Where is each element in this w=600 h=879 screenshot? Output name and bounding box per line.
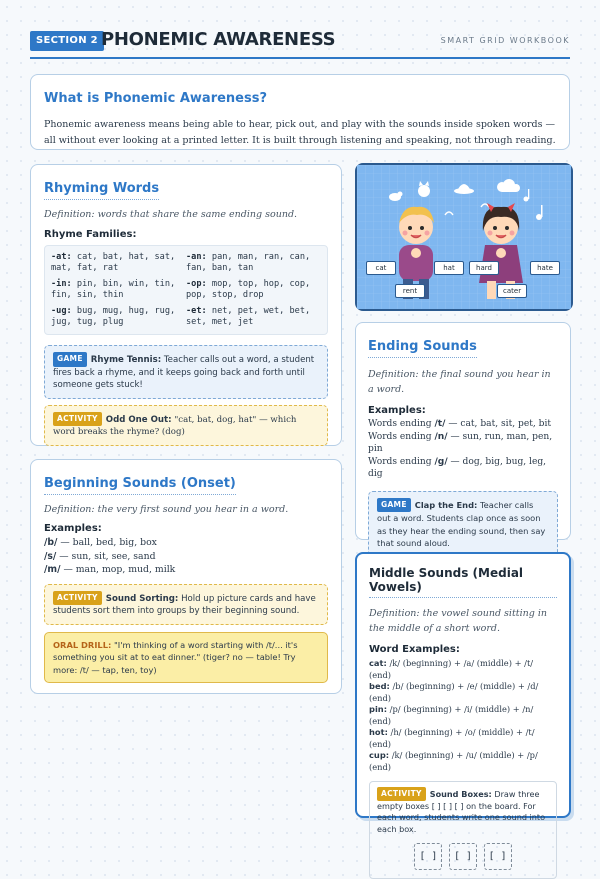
- sound-box: [ ]: [484, 843, 512, 870]
- ending-title: Ending Sounds: [368, 339, 477, 358]
- example-line: bed: /b/ (beginning) + /e/ (middle) + /d/ (end): [369, 681, 539, 703]
- game-tag: GAME: [377, 498, 411, 513]
- word-card: cater: [497, 284, 527, 298]
- rhyme-family: -an: pan, man, ran, can, fan, ban, tan: [186, 252, 311, 273]
- rhyme-family: -et: net, pet, wet, bet, set, met, jet: [186, 306, 311, 327]
- example-line: cat: /k/ (beginning) + /a/ (middle) + /t/ (end): [369, 658, 534, 680]
- section-badge: SECTION 2: [30, 31, 104, 51]
- intro-card: [30, 74, 570, 150]
- example-line: Words ending /g/ — dog, big, bug, leg, dig: [368, 456, 547, 479]
- beginning-title: Beginning Sounds (Onset): [44, 476, 236, 495]
- ending-sounds-card: [355, 322, 571, 548]
- middle-examples: [369, 658, 557, 773]
- middle-definition: Definition: the vowel sound sitting in the middle of a short word.: [369, 608, 548, 634]
- rhyming-card: [30, 164, 342, 446]
- sound-sorting-activity: ACTIVITY Sound Sorting: Hold up picture cards and have students sort them into groups by their beginning sound.: [44, 584, 328, 625]
- beginning-examples-label: Examples:: [44, 523, 102, 534]
- oral-drill-box: ORAL DRILL: "I'm thinking of a word starting with /t/... it's something you sit at to eat dinner." (tiger? no — table! Try more: /t/ — tap, ten, toy): [44, 632, 328, 684]
- activity-tag: ACTIVITY: [377, 787, 426, 801]
- page-header: [30, 29, 570, 59]
- clap-the-end-game: GAME Clap the End: Teacher calls out a word. Students clap once as soon as they hear the ending sound, then say that sound aloud.: [368, 491, 558, 557]
- intro-title: What is Phonemic Awareness?: [44, 91, 268, 106]
- sound-boxes-activity: ACTIVITY Sound Boxes: Draw three empty boxes [ ] [ ] [ ] on the board. For each word, students write one sound into each box. [ ] [ ] [ ]: [369, 781, 557, 879]
- beginning-sounds-card: [30, 459, 342, 694]
- ending-definition: Definition: the final sound you hear in a word.: [368, 369, 551, 395]
- odd-one-out-activity: ACTIVITY Odd One Out: "cat, bat, dog, hat" — which word breaks the rhyme? (dog): [44, 405, 328, 446]
- rhyme-family: -op: mop, top, hop, cop, pop, stop, drop: [186, 279, 311, 300]
- children-picture: [357, 165, 571, 309]
- example-line: hot: /h/ (beginning) + /o/ (middle) + /t/ (end): [369, 727, 535, 749]
- example-line: cup: /k/ (beginning) + /u/ (middle) + /p/ (end): [369, 750, 538, 772]
- ending-examples: [368, 418, 558, 481]
- game-tag: GAME: [53, 352, 87, 367]
- word-card: rent: [395, 284, 425, 298]
- kids-illustration: [355, 163, 573, 311]
- rhyme-families-grid: [44, 245, 328, 335]
- example-line: /m/ — man, mop, mud, milk: [44, 564, 176, 575]
- sound-box: [ ]: [449, 843, 477, 870]
- example-line: Words ending /n/ — sun, run, man, pen, pin: [368, 431, 553, 454]
- sound-box: [ ]: [414, 843, 442, 870]
- intro-body: Phonemic awareness means being able to hear, pick out, and play with the sounds inside spoken words — all without ever looking at a printed letter. It is built through listening and speaking, not through reading.: [44, 119, 556, 146]
- rhyme-family: -in: pin, bin, win, tin, fin, sin, thin: [51, 279, 176, 300]
- activity-tag: ACTIVITY: [53, 412, 102, 427]
- rhyme-family: -at: cat, bat, hat, sat, mat, fat, rat: [51, 252, 176, 273]
- middle-title: Middle Sounds (Medial Vowels): [369, 566, 557, 598]
- rhyme-tennis-game: GAME Rhyme Tennis: Teacher calls out a word, a student fires back a rhyme, and it keeps going back and forth until someone gets stuck!: [44, 345, 328, 399]
- rhyme-family: -ug: bug, mug, hug, rug, jug, tug, plug: [51, 306, 176, 327]
- beginning-examples: [44, 536, 328, 577]
- example-line: Words ending /t/ — cat, bat, sit, pet, bit: [368, 419, 552, 429]
- middle-sounds-card: [355, 552, 571, 862]
- activity-tag: ACTIVITY: [53, 591, 102, 606]
- rhyming-title: Rhyming Words: [44, 181, 159, 200]
- rhyming-definition: Definition: words that share the same ending sound.: [44, 209, 298, 220]
- word-card: hate: [530, 261, 560, 275]
- rhyme-families-label: Rhyme Families:: [44, 229, 137, 240]
- word-card: hard: [469, 261, 499, 275]
- example-line: /b/ — ball, bed, big, box: [44, 537, 157, 548]
- example-line: /s/ — sun, sit, see, sand: [44, 550, 156, 562]
- middle-examples-label: Word Examples:: [369, 644, 460, 655]
- example-line: pin: /p/ (beginning) + /i/ (middle) + /n/ (end): [369, 704, 534, 726]
- page-title: PHONEMIC AWARENESS: [101, 29, 336, 50]
- word-card: hat: [434, 261, 464, 275]
- word-card: cat: [366, 261, 396, 275]
- ending-examples-label: Examples:: [368, 405, 426, 416]
- brand-label: SMART GRID WORKBOOK: [440, 36, 570, 45]
- beginning-definition: Definition: the very first sound you hear in a word.: [44, 504, 289, 515]
- sound-boxes-row: [377, 843, 549, 870]
